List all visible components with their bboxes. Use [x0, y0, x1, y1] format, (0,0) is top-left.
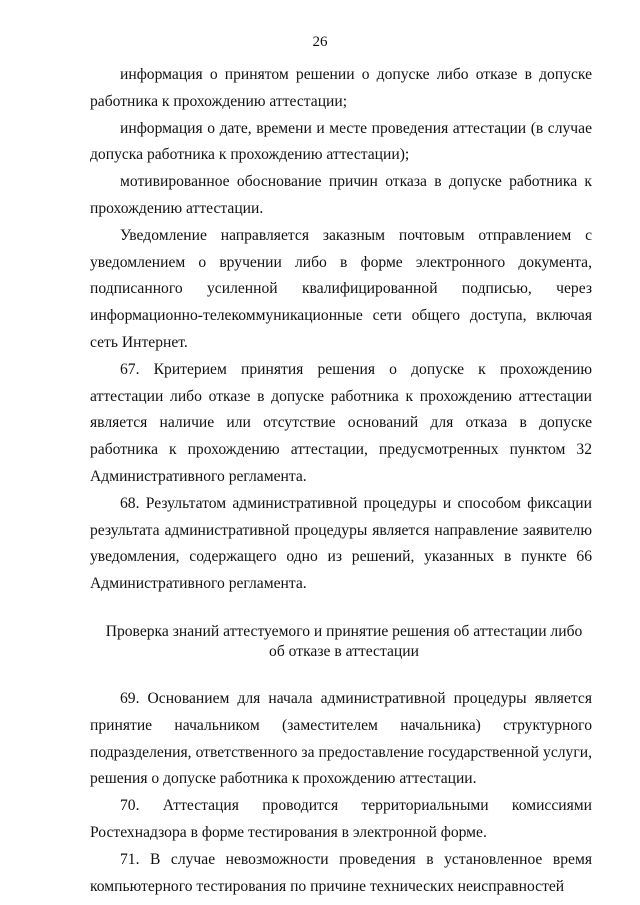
section-heading: Проверка знаний аттестуемого и принятие решения об аттестации либо об отказе в аттестации	[105, 622, 583, 660]
paragraph-notice-date-place: информация о дате, времени и месте проведения аттестации (в случае допуска работника к прохождению аттестации);	[90, 119, 592, 164]
paragraph-69: 69. Основанием для начала административной процедуры является принятие начальником (заместителем начальника) структурного подразделения, ответственного за предоставление государственной услуги, решения о допуске работника к прохождению аттестации.	[90, 689, 592, 788]
document-body	[90, 62, 592, 900]
paragraph-68: 68. Результатом административной процедуры и способом фиксации результата административной процедуры является направление заявителю уведомления, содержащего одно из решений, указанных в пункте 66 Административного регламента.	[90, 494, 592, 593]
paragraph-refusal-reasons: мотивированное обоснование причин отказа в допуске работника к прохождению аттестации.	[90, 173, 592, 217]
paragraph-67: 67. Критерием принятия решения о допуске к прохождению аттестации либо отказе в допуске работника к прохождению аттестации является наличие или отсутствие оснований для отказа в допуске работника к прохождению аттестации, предусмотренных пунктом 32 Административного регламента.	[90, 360, 592, 485]
page-number: 26	[312, 34, 328, 50]
paragraph-70: 70. Аттестация проводится территориальными комиссиями Ростехнадзора в форме тестирования в электронной форме.	[90, 797, 592, 841]
paragraph-notice-decision: информация о принятом решении о допуске либо отказе в допуске работника к прохождению аттестации;	[90, 66, 592, 110]
paragraph-notice-delivery: Уведомление направляется заказным почтовым отправлением с уведомлением о вручении либо в форме электронного документа, подписанного усиленной квалифицированной подписью, через информационно-телекоммуникационные сети общего доступа, включая сеть Интернет.	[90, 226, 592, 351]
paragraph-71: 71. В случае невозможности проведения в установленное время компьютерного тестирования по причине технических неисправностей	[90, 850, 592, 895]
